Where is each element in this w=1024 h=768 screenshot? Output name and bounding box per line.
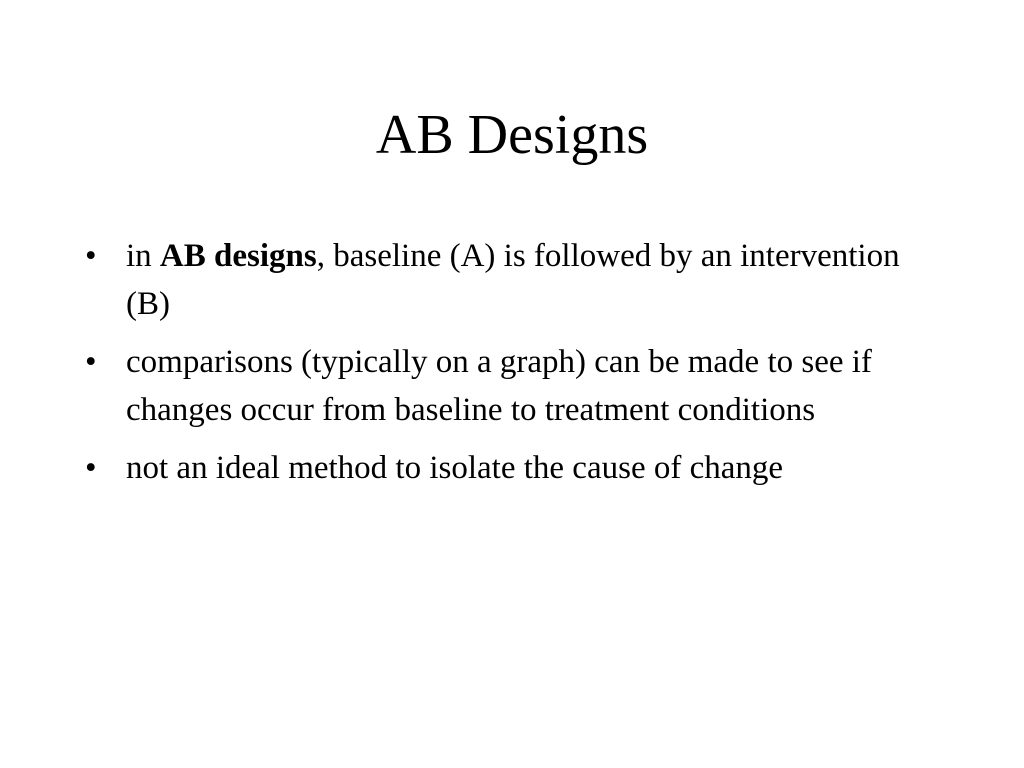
bullet-item [85, 338, 946, 434]
slide-title: AB Designs [375, 104, 649, 166]
bullet-marker: • [85, 238, 97, 274]
bullet-text-prefix: in [126, 238, 160, 274]
bullet-bold-term: AB designs [159, 238, 317, 274]
bullet-item [85, 232, 946, 328]
bullet-marker: • [85, 344, 97, 380]
bullet-item [85, 444, 946, 492]
bullet-text: not an ideal method to isolate the cause of change [126, 450, 784, 486]
bullet-text: comparisons (typically on a graph) can be made to see if changes occur from baseline to treatment conditions [126, 344, 872, 428]
bullet-marker: • [85, 450, 97, 486]
bullet-list [85, 232, 946, 502]
bullet-text-suffix: , baseline (A) is followed by an intervention (B) [126, 238, 900, 322]
